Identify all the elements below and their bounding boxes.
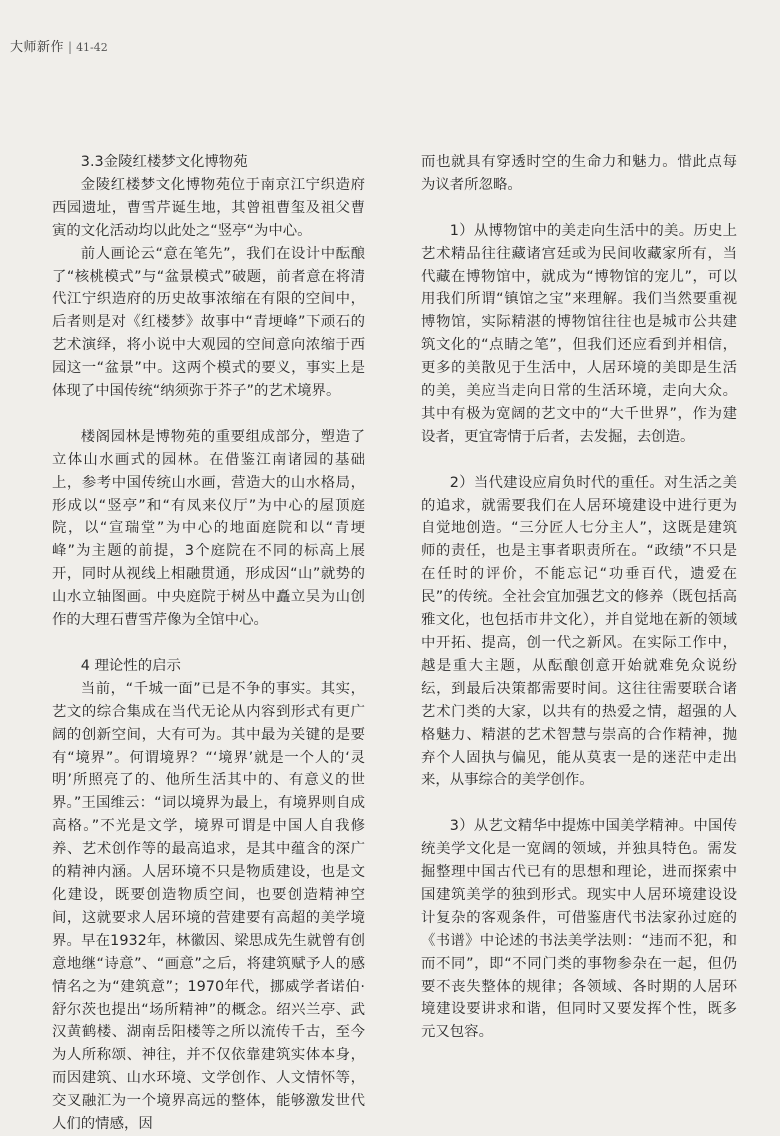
header-divider: | [68,40,73,54]
section-heading-4: 4 理论性的启示 [80,657,181,674]
paragraph-gap [52,632,365,655]
paragraph: 1）从博物馆中的美走向生活中的美。历史上艺术精品往往藏诸宫廷或为民间收藏家所有，当代藏在博物馆中，就成为“博物馆的宠儿”，可以用我们所谓“镇馆之宝”来理解。我们当然要重视博物馆，实际精湛的博物馆往往也是城市公共建筑文化的“点睛之笔”，但我们还应看到并相信，更多的美散见于生活中，人居环境的美即是生活的美，美应当走向日常的生活环境，走向大众。其中有极为宽阔的艺文中的“大千世界”，作为建设者，更宜寄情于后者，去发掘，去创造。 [421,222,737,445]
paragraph: 金陵红楼梦文化博物苑位于南京江宁织造府西园遗址，曹雪芹诞生地，其曾祖曹玺及祖父曹寅的文化活动均以此处之“竖亭“为中心。 [52,176,365,239]
paragraph-gap [421,449,737,472]
paragraph-gap [52,403,365,426]
section-heading-3-3: 3.3金陵红楼梦文化博物苑 [80,154,248,170]
section-title: 大师新作 [10,40,65,55]
page-numbers: 41-42 [76,41,108,54]
paragraph-gap [421,197,737,220]
paragraph: 当前，“千城一面”已是不争的事实。其实，艺文的综合集成在当代无论从内容到形式有更广阔的创新空间，大有可为。其中最为关键的是要有“境界”。何谓境界？“‘境界’就是一个人的‘灵明’所照亮了的、他所生活其中的、有意义的世界。”王国维云：“词以境界为最上，有境界则自成高格。”不光是文学，境界可谓是中国人自我修养、艺术创作等的最高追求，是其中蕴含的深广的精神内涵。人居环境不只是物质建设，也是文化建设，既要创造物质空间，也要创造精神空间，这就要求人居环境的营建要有高超的美学境界。早在1932年，林徽因、梁思成先生就曾有创意地继“诗意”、“画意”之后，将建筑赋予人的感情名之为“建筑意”；1970年代，挪威学者诺伯·舒尔茨也提出“场所精神”的概念。绍兴兰亭、武汉黄鹤楼、湖南岳阳楼等之所以流传千古，至今为人所称颂、神往，并不仅依靠建筑实体本身，而因建筑、山水环境、文学创作、人文情怀等，交叉融汇为一个境界高远的整体，能够激发世代人们的情感，因 [52,680,365,1133]
paragraph: 楼阁园林是博物苑的重要组成部分，塑造了立体山水画式的园林。在借鉴江南诸园的基础上，参考中国传统山水画，营造大的山水格局，形成以“竖亭”和“有凤来仪厅”为中心的屋顶庭院，以“宣瑞堂”为中心的地面庭院和以“青埂峰”为主题的前提，3个庭院在不同的标高上展开，同时从视线上相融贯通，形成因“山”就势的山水立轴图画。中央庭院于树丛中矗立吴为山创作的大理石曹雪芹像为全馆中心。 [52,428,365,629]
paragraph: 前人画论云“意在笔先”，我们在设计中酝酿了“核桃模式”与“盆景模式”破题，前者意在将清代江宁织造府的历史故事浓缩在有限的空间中，后者则是对《红楼梦》故事中“青埂峰”下顽石的艺术演绎，将小说中大观园的空间意向浓缩于西园这一“盆景”中。这两个模式的要义，事实上是体现了中国传统“纳须弥于芥子”的艺术境界。 [52,245,365,400]
paragraph: 3）从艺文精华中提炼中国美学精神。中国传统美学文化是一宽阔的领域，并独具特色。需发掘整理中国古代已有的思想和理论，进而探索中国建筑美学的独到形式。现实中人居环境建设设计复杂的客观条件，可借鉴唐代书法家孙过庭的《书谱》中论述的书法美学法则：“违而不犯，和而不同”，即“不同门类的事物参杂在一起，但仍要不丧失整体的规律；各领域、各时期的人居环境建设要讲求和谐，但同时又要发挥个性，既多元又包容。 [421,818,737,1041]
paragraph-gap [421,792,737,815]
right-column [421,151,737,1044]
paragraph: 2）当代建设应肩负时代的重任。对生活之美的追求，就需要我们在人居环境建设中进行更为自觉地创造。“三分匠人七分主人”，这既是建筑师的责任，也是主事者职责所在。“政绩”不只是在任时的评价，不能忘记“功垂百代，遗爱在民”的传统。全社会宜加强艺文的修养（既包括高雅文化，也包括市井文化），并自觉地在新的领域中开拓、提高，创一代之新风。在实际工作中，越是重大主题，从酝酿创意开始就难免众说纷纭，到最后决策都需要时间。这往往需要联合诸艺术门类的大家，以共有的热爱之情，超强的人格魅力、精湛的艺术智慧与崇高的合作精神，抛弃个人固执与偏见，能从莫衷一是的迷茫中走出来，从事综合的美学创作。 [421,474,737,789]
left-column [52,151,365,1136]
paragraph-continued: 而也就具有穿透时空的生命力和魅力。惜此点每为议者所忽略。 [421,154,737,193]
page-header [10,36,108,55]
